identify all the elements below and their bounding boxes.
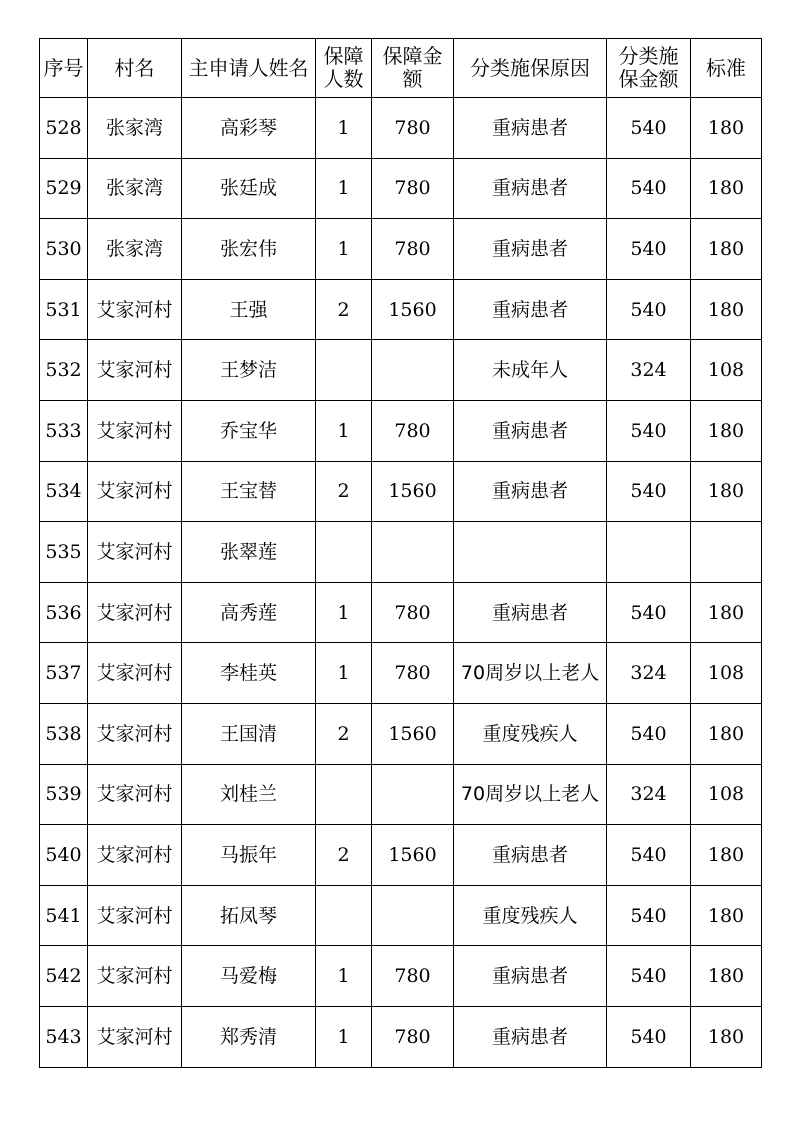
applicant-cell: 郑秀清	[182, 1006, 316, 1067]
serial-cell: 536	[40, 582, 88, 643]
applicant-cell: 高秀莲	[182, 582, 316, 643]
reason-cell: 重病患者	[454, 582, 607, 643]
applicant-cell: 王宝替	[182, 461, 316, 522]
table-body	[40, 98, 762, 1068]
applicant-cell: 马爱梅	[182, 946, 316, 1007]
class-amount-cell: 540	[607, 1006, 691, 1067]
standard-cell	[691, 522, 762, 583]
standard-cell: 180	[691, 946, 762, 1007]
reason-cell	[454, 522, 607, 583]
serial-cell: 534	[40, 461, 88, 522]
table-row	[40, 158, 762, 219]
reason-cell: 重病患者	[454, 400, 607, 461]
amount-cell: 1560	[372, 825, 454, 886]
persons-cell: 1	[316, 1006, 372, 1067]
serial-cell: 537	[40, 643, 88, 704]
serial-cell: 538	[40, 703, 88, 764]
reason-cell: 重病患者	[454, 461, 607, 522]
table-row	[40, 219, 762, 280]
table-row	[40, 946, 762, 1007]
amount-cell: 1560	[372, 461, 454, 522]
reason-cell: 重病患者	[454, 279, 607, 340]
applicant-cell: 张廷成	[182, 158, 316, 219]
standard-cell: 180	[691, 1006, 762, 1067]
reason-cell: 重度残疾人	[454, 885, 607, 946]
persons-cell: 2	[316, 703, 372, 764]
village-cell: 艾家河村	[88, 340, 182, 401]
persons-cell: 1	[316, 158, 372, 219]
reason-cell: 重病患者	[454, 98, 607, 159]
amount-cell	[372, 340, 454, 401]
table-row	[40, 703, 762, 764]
serial-cell: 540	[40, 825, 88, 886]
persons-cell: 1	[316, 582, 372, 643]
standard-cell: 180	[691, 98, 762, 159]
class-amount-cell: 540	[607, 885, 691, 946]
amount-cell: 780	[372, 643, 454, 704]
standard-cell: 180	[691, 825, 762, 886]
applicant-cell: 王国清	[182, 703, 316, 764]
reason-cell: 重病患者	[454, 825, 607, 886]
header-amount: 保障金额	[372, 39, 454, 98]
serial-cell: 529	[40, 158, 88, 219]
standard-cell: 108	[691, 340, 762, 401]
village-cell: 艾家河村	[88, 1006, 182, 1067]
table-row	[40, 825, 762, 886]
applicant-cell: 王梦洁	[182, 340, 316, 401]
village-cell: 艾家河村	[88, 825, 182, 886]
class-amount-cell: 324	[607, 340, 691, 401]
serial-cell: 543	[40, 1006, 88, 1067]
serial-cell: 542	[40, 946, 88, 1007]
amount-cell: 780	[372, 1006, 454, 1067]
village-cell: 艾家河村	[88, 885, 182, 946]
village-cell: 艾家河村	[88, 946, 182, 1007]
persons-cell: 1	[316, 946, 372, 1007]
serial-cell: 530	[40, 219, 88, 280]
village-cell: 艾家河村	[88, 522, 182, 583]
applicant-cell: 张翠莲	[182, 522, 316, 583]
class-amount-cell: 324	[607, 764, 691, 825]
header-applicant: 主申请人姓名	[182, 39, 316, 98]
amount-cell: 780	[372, 582, 454, 643]
amount-cell: 780	[372, 946, 454, 1007]
class-amount-cell: 540	[607, 158, 691, 219]
standard-cell: 180	[691, 582, 762, 643]
class-amount-cell: 540	[607, 219, 691, 280]
serial-cell: 533	[40, 400, 88, 461]
serial-cell: 531	[40, 279, 88, 340]
assistance-table	[39, 38, 762, 1068]
village-cell: 艾家河村	[88, 279, 182, 340]
table-row	[40, 98, 762, 159]
persons-cell: 1	[316, 643, 372, 704]
amount-cell	[372, 522, 454, 583]
class-amount-cell: 540	[607, 582, 691, 643]
header-serial: 序号	[40, 39, 88, 98]
applicant-cell: 王强	[182, 279, 316, 340]
header-standard: 标准	[691, 39, 762, 98]
village-cell: 艾家河村	[88, 582, 182, 643]
table-header-row	[40, 39, 762, 98]
village-cell: 张家湾	[88, 98, 182, 159]
village-cell: 张家湾	[88, 219, 182, 280]
class-amount-cell: 540	[607, 400, 691, 461]
table-row	[40, 279, 762, 340]
persons-cell: 2	[316, 279, 372, 340]
class-amount-cell: 540	[607, 703, 691, 764]
class-amount-cell: 540	[607, 946, 691, 1007]
class-amount-cell: 540	[607, 825, 691, 886]
class-amount-cell	[607, 522, 691, 583]
reason-cell: 未成年人	[454, 340, 607, 401]
reason-cell: 70周岁以上老人	[454, 643, 607, 704]
table-row	[40, 1006, 762, 1067]
table-row	[40, 764, 762, 825]
applicant-cell: 拓凤琴	[182, 885, 316, 946]
standard-cell: 180	[691, 703, 762, 764]
table-row	[40, 582, 762, 643]
amount-cell: 1560	[372, 703, 454, 764]
persons-cell: 2	[316, 461, 372, 522]
standard-cell: 180	[691, 219, 762, 280]
village-cell: 艾家河村	[88, 703, 182, 764]
amount-cell: 780	[372, 219, 454, 280]
amount-cell	[372, 885, 454, 946]
serial-cell: 528	[40, 98, 88, 159]
reason-cell: 重病患者	[454, 219, 607, 280]
table-row	[40, 643, 762, 704]
village-cell: 艾家河村	[88, 764, 182, 825]
persons-cell	[316, 340, 372, 401]
reason-cell: 重度残疾人	[454, 703, 607, 764]
persons-cell: 1	[316, 98, 372, 159]
reason-cell: 重病患者	[454, 158, 607, 219]
applicant-cell: 乔宝华	[182, 400, 316, 461]
amount-cell: 1560	[372, 279, 454, 340]
header-village: 村名	[88, 39, 182, 98]
persons-cell	[316, 522, 372, 583]
table-row	[40, 461, 762, 522]
village-cell: 艾家河村	[88, 400, 182, 461]
standard-cell: 180	[691, 158, 762, 219]
class-amount-cell: 540	[607, 98, 691, 159]
village-cell: 张家湾	[88, 158, 182, 219]
standard-cell: 180	[691, 461, 762, 522]
table-row	[40, 885, 762, 946]
reason-cell: 70周岁以上老人	[454, 764, 607, 825]
reason-cell: 重病患者	[454, 946, 607, 1007]
persons-cell: 1	[316, 219, 372, 280]
amount-cell	[372, 764, 454, 825]
class-amount-cell: 540	[607, 461, 691, 522]
header-class-amount: 分类施保金额	[607, 39, 691, 98]
applicant-cell: 马振年	[182, 825, 316, 886]
standard-cell: 108	[691, 643, 762, 704]
applicant-cell: 李桂英	[182, 643, 316, 704]
applicant-cell: 高彩琴	[182, 98, 316, 159]
standard-cell: 180	[691, 400, 762, 461]
table-row	[40, 340, 762, 401]
persons-cell: 2	[316, 825, 372, 886]
village-cell: 艾家河村	[88, 461, 182, 522]
class-amount-cell: 324	[607, 643, 691, 704]
applicant-cell: 张宏伟	[182, 219, 316, 280]
serial-cell: 535	[40, 522, 88, 583]
table-row	[40, 522, 762, 583]
reason-cell: 重病患者	[454, 1006, 607, 1067]
header-reason: 分类施保原因	[454, 39, 607, 98]
standard-cell: 180	[691, 279, 762, 340]
applicant-cell: 刘桂兰	[182, 764, 316, 825]
persons-cell: 1	[316, 400, 372, 461]
header-persons: 保障人数	[316, 39, 372, 98]
standard-cell: 108	[691, 764, 762, 825]
persons-cell	[316, 764, 372, 825]
table-row	[40, 400, 762, 461]
amount-cell: 780	[372, 158, 454, 219]
village-cell: 艾家河村	[88, 643, 182, 704]
persons-cell	[316, 885, 372, 946]
serial-cell: 539	[40, 764, 88, 825]
serial-cell: 532	[40, 340, 88, 401]
serial-cell: 541	[40, 885, 88, 946]
class-amount-cell: 540	[607, 279, 691, 340]
amount-cell: 780	[372, 98, 454, 159]
standard-cell: 180	[691, 885, 762, 946]
amount-cell: 780	[372, 400, 454, 461]
